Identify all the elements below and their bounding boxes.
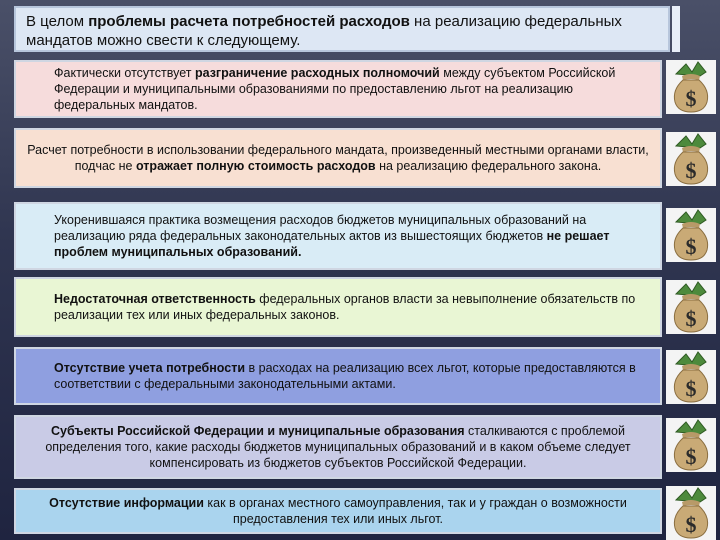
problem-item-1 — [14, 60, 662, 118]
problem-item-6 — [14, 415, 662, 479]
money-bag-icon — [666, 486, 716, 540]
item-text: на реализацию федерального закона. — [375, 159, 602, 173]
problem-item-3 — [14, 202, 662, 270]
money-bag-icon — [666, 132, 716, 186]
item-text: как в органах местного самоуправления, так и у граждан о возможности предоставления тех или иных льгот. — [203, 496, 627, 526]
item-bold: Отсутствие учета потребности — [54, 361, 246, 375]
item-bold: Отсутствие информации — [49, 496, 204, 510]
item-text: Расчет потребности в использовании федерального мандата, произведенный местными органами власти, подчас не — [27, 143, 649, 173]
svg-text:$: $ — [685, 306, 697, 331]
money-bag-icon — [666, 280, 716, 334]
item-text: федеральных органов власти за невыполнение обязательств по реализации тех или иных федеральных законов. — [54, 292, 636, 322]
item-bold: не решает проблем муниципальных образований. — [54, 229, 610, 259]
money-bag-icon — [666, 208, 716, 262]
svg-text:$: $ — [685, 512, 697, 537]
title-bold: проблемы расчета потребностей расходов — [88, 13, 410, 30]
title-text-1: В целом — [26, 13, 89, 30]
problem-item-5 — [14, 347, 662, 405]
problem-item-4 — [14, 277, 662, 337]
item-bold: отражает полную стоимость расходов — [135, 159, 376, 173]
item-text: между субъектом Российской Федерации и муниципальными образованиями по предоставлению льгот на реализацию федеральных мандатов. — [54, 66, 616, 112]
header-accent — [672, 6, 680, 52]
svg-text:$: $ — [685, 86, 697, 111]
item-bold: Недостаточная ответственность — [54, 292, 256, 306]
svg-text:$: $ — [685, 234, 697, 259]
item-text: Укоренившаяся практика возмещения расходов бюджетов муниципальных образований на реализацию ряда федеральных законодательных актов из вышестоящих бюджетов — [54, 213, 587, 243]
item-text: Фактически отсутствует — [54, 66, 195, 80]
money-bag-icon — [666, 60, 716, 114]
svg-text:$: $ — [685, 444, 697, 469]
svg-text:$: $ — [685, 376, 697, 401]
item-bold: Субъекты Российской Федерации и муниципальные образования — [51, 424, 465, 438]
problem-item-2 — [14, 128, 662, 188]
problem-item-7 — [14, 488, 662, 534]
money-bag-icon — [666, 350, 716, 404]
item-text: сталкиваются с проблемой определения того, какие расходы бюджетов муниципальных образований и в каком объеме следует компенсировать из бюджетов субъектов Российской Федерации. — [45, 424, 631, 470]
item-text: в расходах на реализацию всех льгот, которые предоставляются в соответствии с федеральными законодательными актами. — [54, 361, 636, 391]
svg-text:$: $ — [685, 158, 697, 183]
money-bag-icon — [666, 418, 716, 472]
item-bold: разграничение расходных полномочий — [194, 66, 440, 80]
page-title — [14, 6, 670, 52]
title-text-2: на реализацию федеральных мандатов можно свести к следующему. — [26, 13, 622, 49]
